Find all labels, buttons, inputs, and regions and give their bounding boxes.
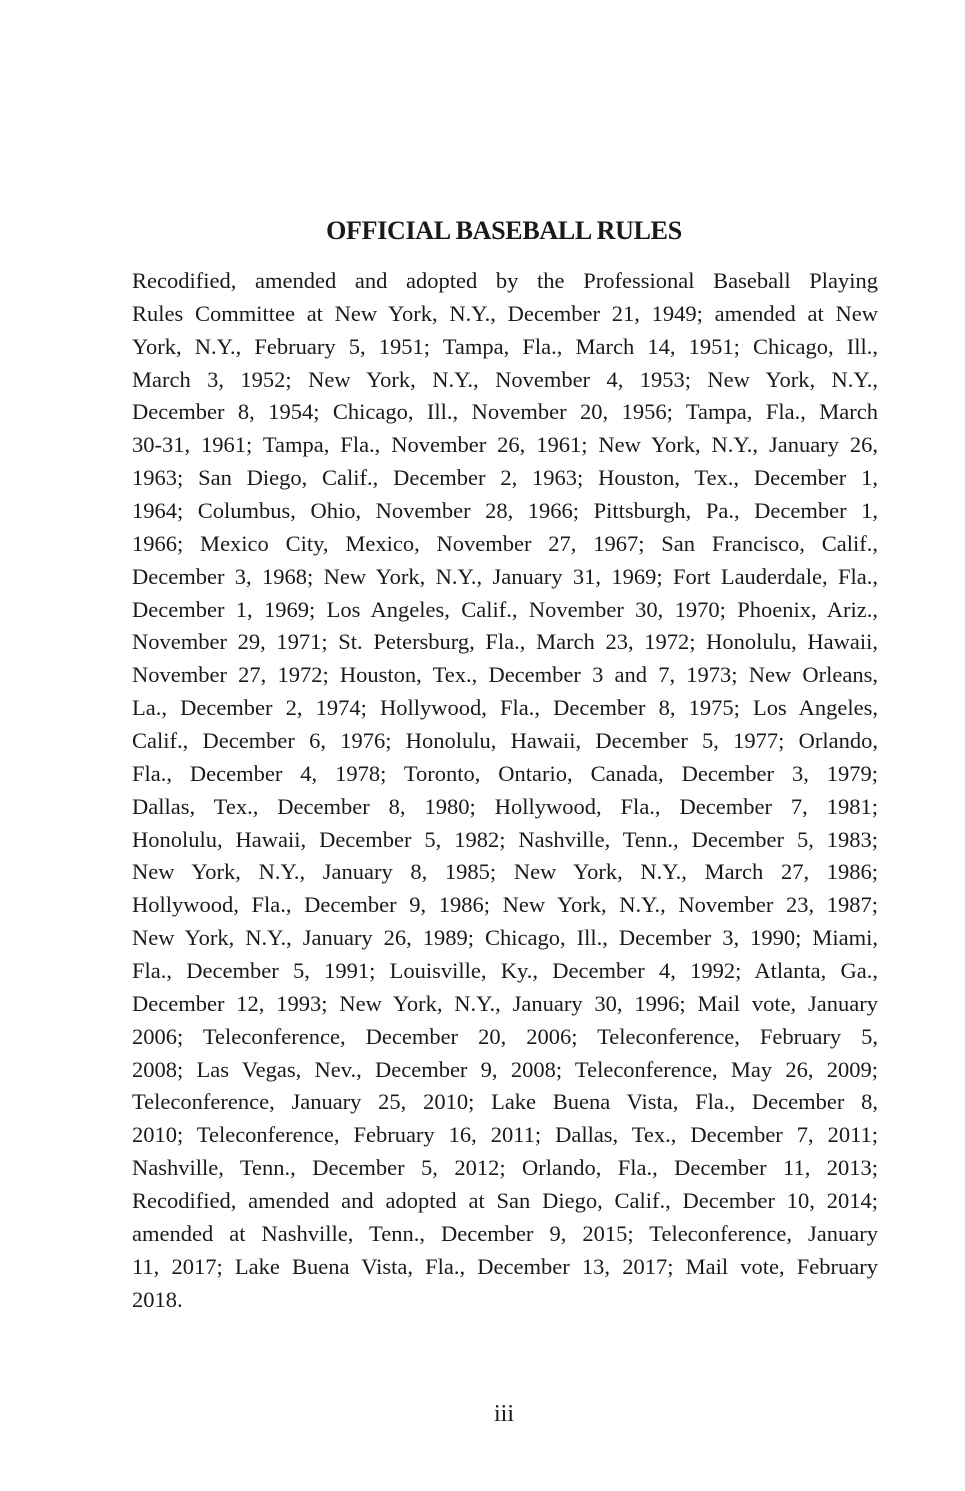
paragraph-line: 11, 2017; Lake Buena Vista, Fla., December 13, 2017; Mail vote, February <box>132 1253 878 1279</box>
paragraph-line: Dallas, Tex., December 8, 1980; Hollywood, Fla., December 7, 1981; <box>132 793 878 819</box>
paragraph-line: 1966; Mexico City, Mexico, November 27, 1967; San Francisco, Calif., <box>132 530 878 556</box>
paragraph-line: New York, N.Y., January 26, 1989; Chicago, Ill., December 3, 1990; Miami, <box>132 925 878 951</box>
paragraph-line: Fla., December 5, 1991; Louisville, Ky., December 4, 1992; Atlanta, Ga., <box>132 958 878 984</box>
paragraph-line: 2010; Teleconference, February 16, 2011; Dallas, Tex., December 7, 2011; <box>132 1122 878 1148</box>
paragraph-line: 2006; Teleconference, December 20, 2006; Teleconference, February 5, <box>132 1023 878 1049</box>
paragraph-line: 2008; Las Vegas, Nev., December 9, 2008; Teleconference, May 26, 2009; <box>132 1056 878 1082</box>
paragraph-line: December 1, 1969; Los Angeles, Calif., November 30, 1970; Phoenix, Ariz., <box>132 596 878 622</box>
paragraph-line: November 27, 1972; Houston, Tex., December 3 and 7, 1973; New Orleans, <box>132 662 878 688</box>
paragraph-line: December 8, 1954; Chicago, Ill., November 20, 1956; Tampa, Fla., March <box>132 399 878 425</box>
paragraph-line: amended at Nashville, Tenn., December 9, 2015; Teleconference, January <box>132 1220 878 1246</box>
paragraph-line: Calif., December 6, 1976; Honolulu, Hawaii, December 5, 1977; Orlando, <box>132 728 878 754</box>
page-title: OFFICIAL BASEBALL RULES <box>326 216 682 245</box>
paragraph-line: Fla., December 4, 1978; Toronto, Ontario, Canada, December 3, 1979; <box>132 760 878 786</box>
paragraph-line: Honolulu, Hawaii, December 5, 1982; Nashville, Tenn., December 5, 1983; <box>132 826 878 852</box>
paragraph-line: Hollywood, Fla., December 9, 1986; New York, N.Y., November 23, 1987; <box>132 892 878 918</box>
paragraph-line: Teleconference, January 25, 2010; Lake Buena Vista, Fla., December 8, <box>132 1089 878 1115</box>
paragraph-line: New York, N.Y., January 8, 1985; New York, N.Y., March 27, 1986; <box>132 859 878 885</box>
paragraph-line: March 3, 1952; New York, N.Y., November 4, 1953; New York, N.Y., <box>132 366 878 392</box>
paragraph-line: Recodified, amended and adopted at San Diego, Calif., December 10, 2014; <box>132 1188 878 1214</box>
paragraph-line: 2018. <box>132 1286 183 1312</box>
paragraph-line: Nashville, Tenn., December 5, 2012; Orlando, Fla., December 11, 2013; <box>132 1155 878 1181</box>
paragraph-line: 1964; Columbus, Ohio, November 28, 1966; Pittsburgh, Pa., December 1, <box>132 498 878 524</box>
paragraph-line: 1963; San Diego, Calif., December 2, 1963; Houston, Tex., December 1, <box>132 465 878 491</box>
adoption-history-paragraph <box>132 265 878 1317</box>
paragraph-line: Recodified, amended and adopted by the Professional Baseball Playing <box>132 268 878 293</box>
paragraph-line: La., December 2, 1974; Hollywood, Fla., December 8, 1975; Los Angeles, <box>132 695 878 721</box>
paragraph-line: December 12, 1993; New York, N.Y., January 30, 1996; Mail vote, January <box>132 990 878 1016</box>
page-number: iii <box>493 1401 514 1427</box>
paragraph-line: Rules Committee at New York, N.Y., December 21, 1949; amended at New <box>132 300 878 326</box>
paragraph-line: 30-31, 1961; Tampa, Fla., November 26, 1961; New York, N.Y., January 26, <box>132 432 878 458</box>
paragraph-line: York, N.Y., February 5, 1951; Tampa, Fla., March 14, 1951; Chicago, Ill., <box>132 333 878 359</box>
paragraph-line: December 3, 1968; New York, N.Y., January 31, 1969; Fort Lauderdale, Fla., <box>132 563 878 589</box>
paragraph-line: November 29, 1971; St. Petersburg, Fla., March 23, 1972; Honolulu, Hawaii, <box>132 629 878 655</box>
